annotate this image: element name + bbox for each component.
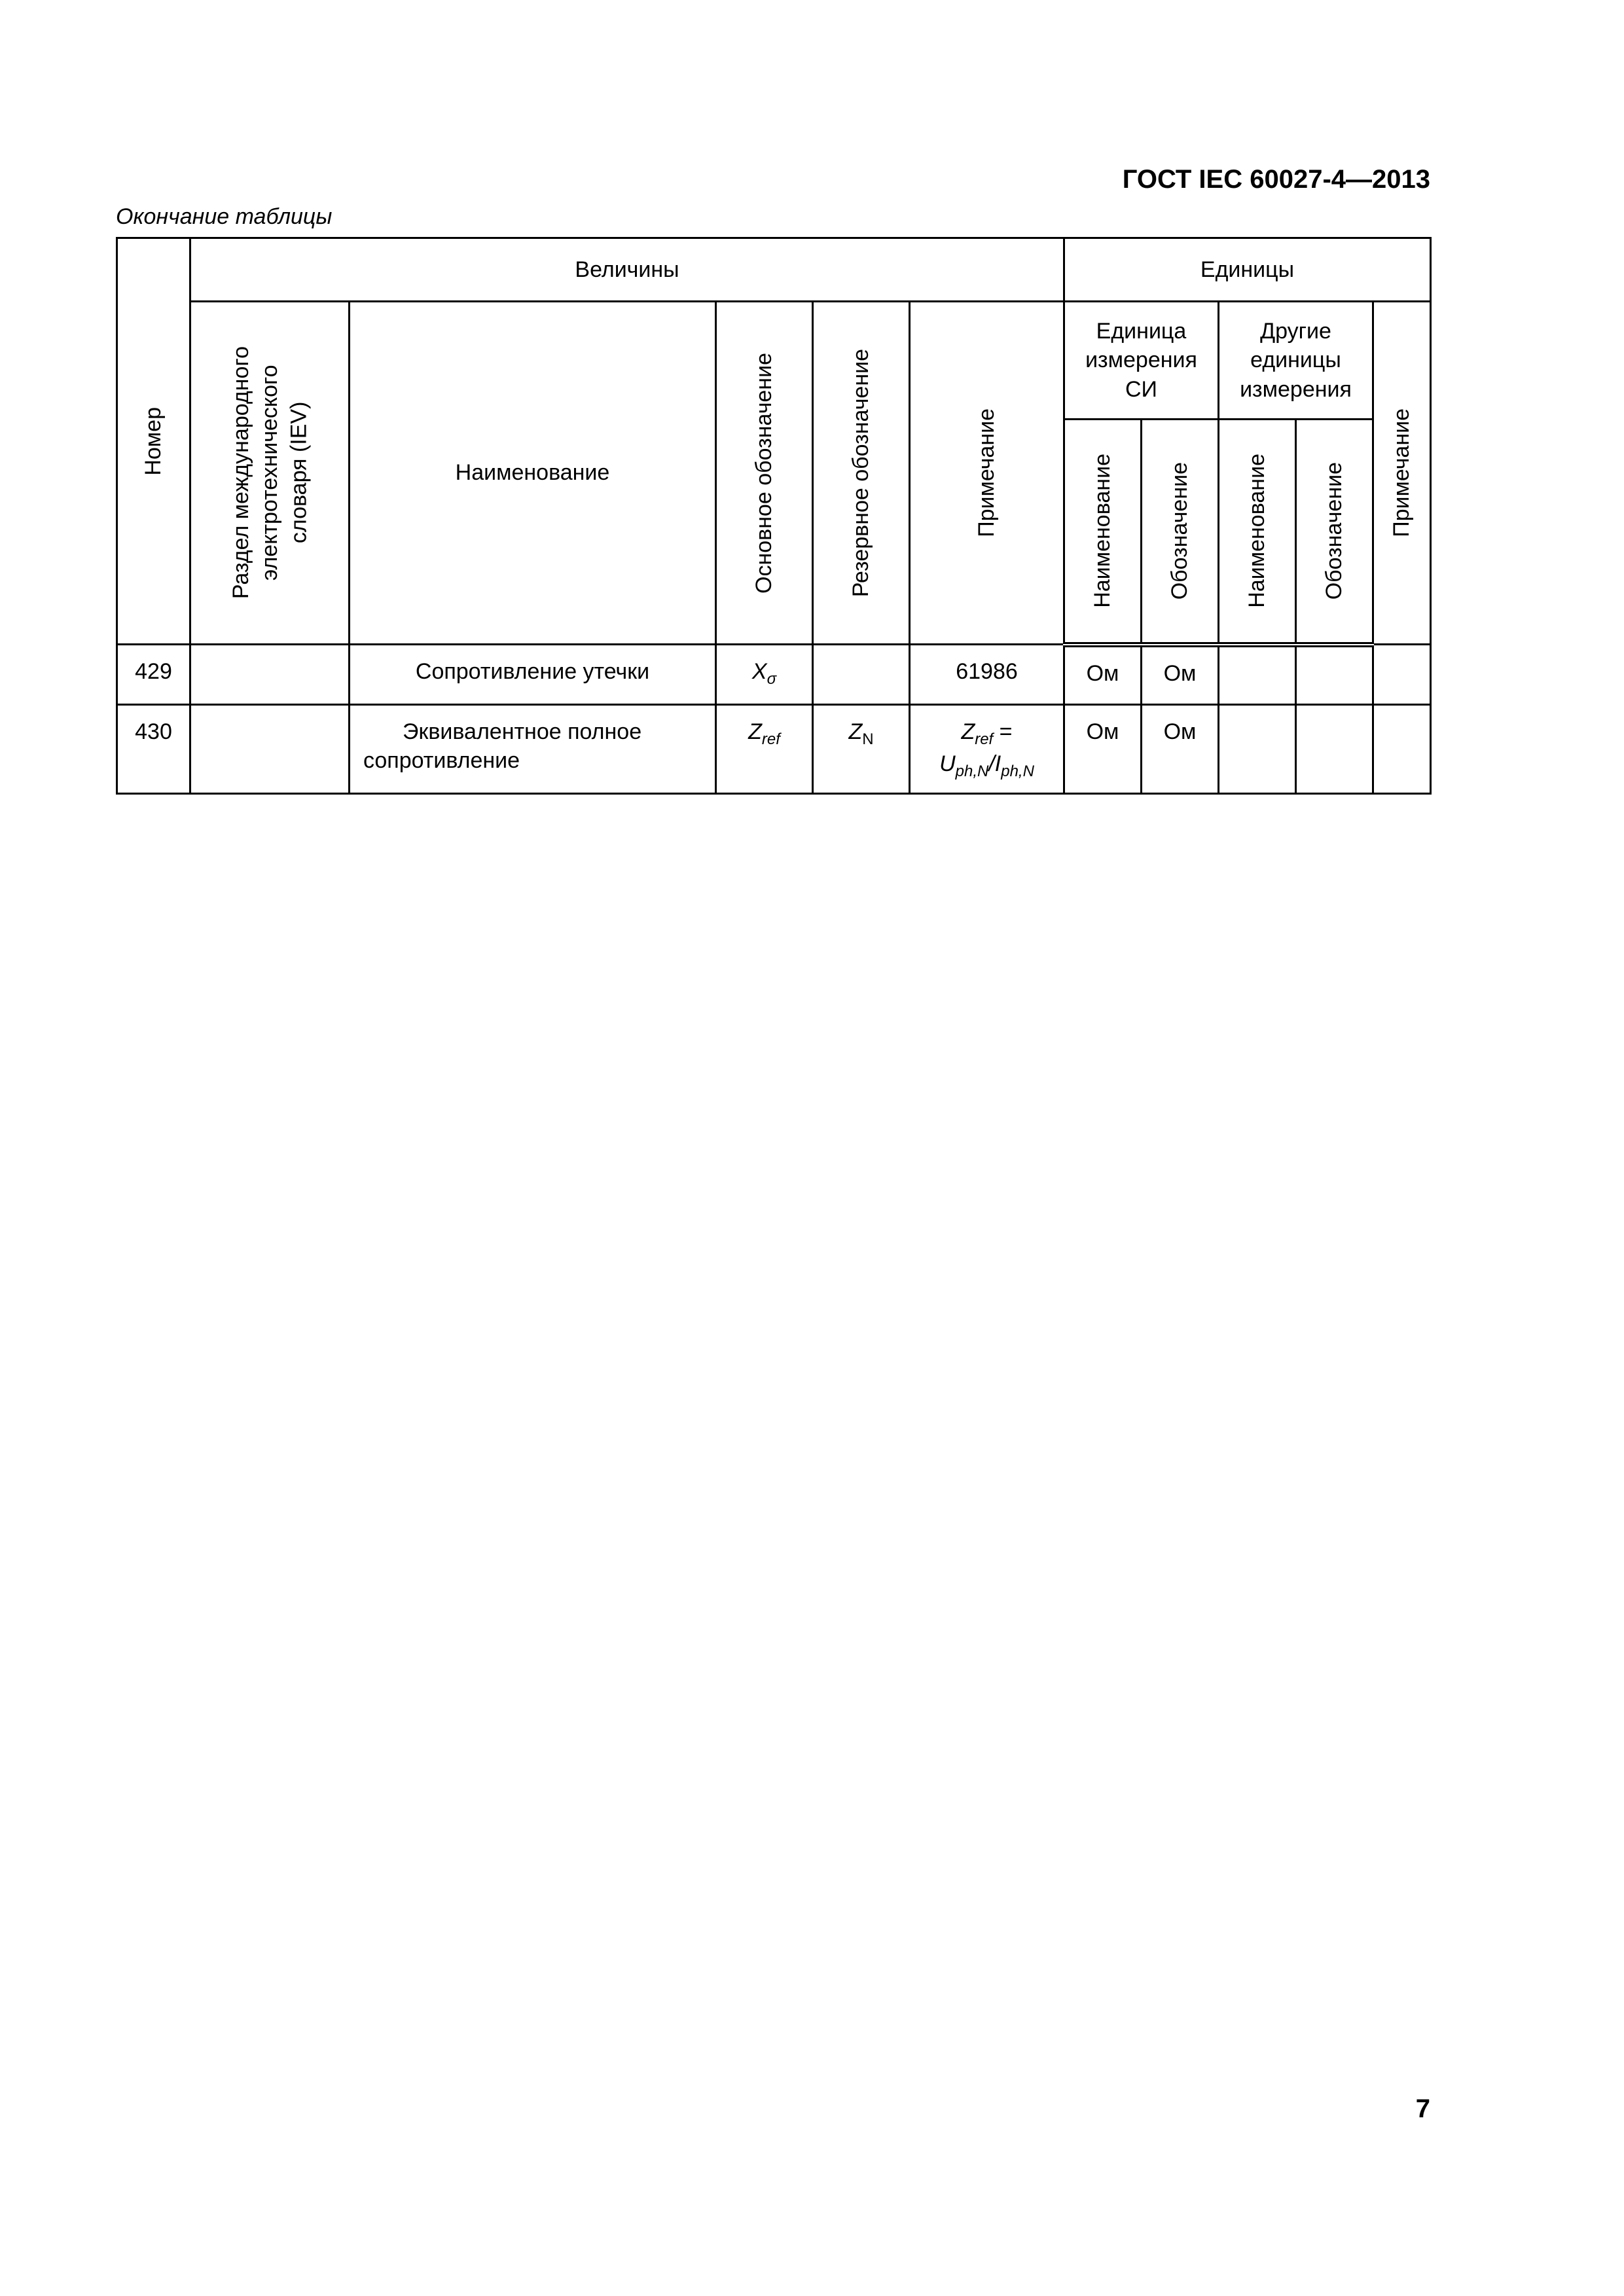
table-caption: Окончание таблицы: [116, 204, 333, 229]
header-other-name-label: Наименование: [1244, 454, 1270, 609]
header-row-2: [117, 302, 1431, 420]
symbol-base: Z: [748, 719, 762, 744]
name-line-1: Эквивалентное полное: [403, 719, 642, 744]
si-line-1: Единица: [1096, 319, 1187, 344]
header-iev-section-label: [226, 346, 314, 599]
row-si-name: Ом: [1064, 645, 1142, 705]
row-remark: 61986: [910, 645, 1064, 705]
header-si-symbol-label: Обозначение: [1167, 462, 1193, 600]
iev-line-1: Раздел международного: [228, 346, 253, 600]
row-other-name: [1219, 705, 1296, 794]
row-units-remark: [1373, 705, 1431, 794]
formula-slash-i: /I: [988, 751, 1001, 776]
header-reserve-symbol: [813, 302, 910, 645]
formula-equals: =: [993, 719, 1013, 744]
header-remark-label: Примечание: [974, 408, 1000, 537]
other-line-1: Другие: [1260, 319, 1331, 344]
header-remark: [910, 302, 1064, 645]
header-si-symbol: [1142, 420, 1219, 645]
row-si-symbol: Ом: [1142, 645, 1219, 705]
row-reserve-symbol: [813, 705, 910, 794]
row-number: 430: [117, 705, 190, 794]
table-row-429: [117, 645, 1431, 705]
header-other-name: [1219, 420, 1296, 645]
remark-formula-line-1: [911, 717, 1063, 749]
symbol-subscript: ref: [761, 730, 780, 748]
row-name: [350, 705, 716, 794]
symbol-subscript: N: [862, 730, 874, 748]
other-line-2: единицы: [1250, 348, 1341, 373]
row-remark: [910, 705, 1064, 794]
header-si-unit: [1064, 302, 1219, 420]
header-number-label: Номер: [141, 406, 166, 476]
header-units-remark: [1373, 302, 1431, 645]
formula-u: U: [939, 751, 956, 776]
header-other-symbol-label: Обозначение: [1322, 462, 1347, 600]
header-iev-section: [190, 302, 350, 645]
row-iev-section: [190, 645, 350, 705]
header-main-symbol-label: Основное обозначение: [751, 352, 777, 594]
row-number: 429: [117, 645, 190, 705]
header-row-1: [117, 238, 1431, 302]
header-si-name-label: Наименование: [1090, 454, 1115, 609]
page-number: 7: [1415, 2094, 1430, 2123]
formula-i-sub: ph,N: [1001, 762, 1034, 780]
iev-line-2: электротехнического: [257, 365, 282, 581]
row-iev-section: [190, 705, 350, 794]
si-line-2: измерения: [1085, 348, 1197, 373]
table-row-430: [117, 705, 1431, 794]
formula-z: Z: [961, 719, 975, 744]
header-other-symbol: [1296, 420, 1373, 645]
row-si-name: Ом: [1064, 705, 1142, 794]
document-code: ГОСТ IEC 60027-4—2013: [1122, 165, 1430, 194]
header-reserve-symbol-label: Резервное обозначение: [848, 348, 874, 598]
symbol-subscript: σ: [767, 670, 777, 688]
name-line-2: сопротивление: [363, 748, 520, 774]
row-main-symbol: [716, 705, 813, 794]
header-units: Единицы: [1064, 238, 1431, 302]
header-number: [117, 238, 190, 645]
other-line-3: измерения: [1240, 376, 1352, 402]
header-name: Наименование: [350, 302, 716, 645]
row-name: Сопротивление утечки: [350, 645, 716, 705]
header-quantities: Величины: [190, 238, 1064, 302]
row-other-name: [1219, 645, 1296, 705]
row-other-symbol: [1296, 645, 1373, 705]
formula-u-sub: ph,N: [955, 762, 989, 780]
header-other-units: [1219, 302, 1373, 420]
iev-line-3: словаря (IEV): [286, 402, 312, 544]
header-main-symbol: [716, 302, 813, 645]
header-units-remark-label: Примечание: [1389, 408, 1415, 537]
data-table: [116, 237, 1432, 795]
si-line-3: СИ: [1125, 376, 1157, 402]
remark-formula-line-2: [911, 749, 1063, 781]
symbol-base: X: [751, 659, 767, 684]
formula-z-sub: ref: [975, 730, 994, 748]
symbol-base: Z: [848, 719, 863, 744]
row-si-symbol: Ом: [1142, 705, 1219, 794]
header-si-name: [1064, 420, 1142, 645]
row-main-symbol: [716, 645, 813, 705]
row-reserve-symbol: [813, 645, 910, 705]
row-other-symbol: [1296, 705, 1373, 794]
row-units-remark: [1373, 645, 1431, 705]
